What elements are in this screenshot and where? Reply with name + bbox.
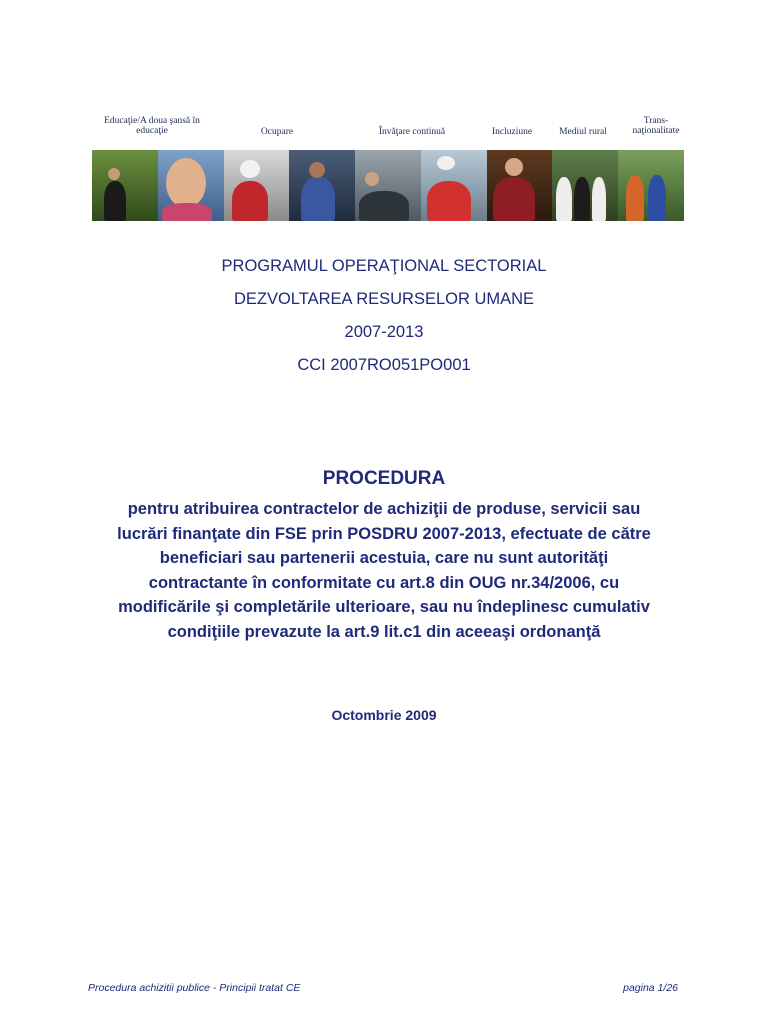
- procedure-line: condiţiile prevazute la art.9 lit.c1 din aceeaşi ordonanţă: [167, 622, 601, 641]
- document-date: Octombrie 2009: [331, 707, 437, 723]
- procedure-line: pentru atribuirea contractelor de achiziţii de produse, servicii sau: [127, 500, 641, 518]
- procedure-description: [84, 497, 684, 644]
- banner-captions: [92, 114, 684, 150]
- photo-folk-dancers: [552, 150, 618, 221]
- procedure-line: modificările şi completările ulterioare, sau nu îndeplinesc cumulativ: [118, 598, 650, 616]
- photo-graduate: [92, 150, 158, 221]
- caption-incluziune: Incluziune: [491, 127, 533, 137]
- photo-hikers: [618, 150, 684, 221]
- program-axis: DEZVOLTAREA RESURSELOR UMANE: [233, 290, 535, 308]
- procedure-heading: PROCEDURA: [322, 468, 446, 489]
- photo-waiter: [487, 150, 553, 221]
- program-cci: CCI 2007RO051PO001: [297, 356, 471, 374]
- banner-photo-strip: [92, 150, 684, 221]
- program-name: PROGRAMUL OPERAŢIONAL SECTORIAL: [221, 257, 547, 275]
- photo-technician: [289, 150, 355, 221]
- caption-transnationalitate: Trans- naţionalitate: [632, 116, 680, 136]
- caption-ocupare: Ocupare: [260, 127, 294, 137]
- caption-education: Educaţie/A doua şansă în educaţie: [104, 116, 200, 136]
- procedure-line: contractante în conformitate cu art.8 din OUG nr.34/2006, cu: [148, 573, 620, 592]
- program-title: [0, 250, 768, 382]
- procedure-line: beneficiari sau partenerii acestuia, care nu sunt autorităţi: [159, 549, 609, 567]
- photo-worker-helmet: [224, 150, 290, 221]
- procedure-line: lucrări finanţate din FSE prin POSDRU 2007-2013, efectuate de către: [117, 524, 651, 543]
- program-period: 2007-2013: [344, 323, 424, 341]
- photo-child: [158, 150, 224, 221]
- page-number: pagina 1/26: [623, 982, 678, 994]
- footer-title: Procedura achizitii publice - Principii tratat CE: [88, 982, 301, 994]
- caption-invatare: Învăţare continuă: [378, 127, 446, 137]
- photo-cockpit: [355, 150, 421, 221]
- caption-mediul-rural: Mediul rural: [559, 127, 607, 137]
- photo-engineers: [421, 150, 487, 221]
